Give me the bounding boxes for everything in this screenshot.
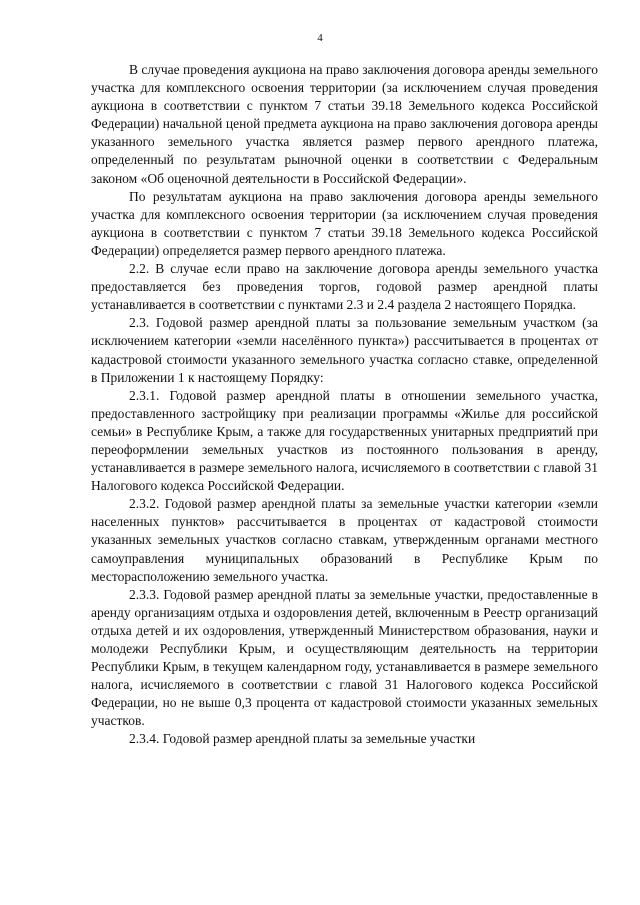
paragraph-auction-results: По результатам аукциона на право заключения договора аренды земельного участка для комплексного освоения территории (за исключением случая проведения аукциона в соответствии с пунктом 7 статьи 39.18 Земельного кодекса Российской Федерации) определяется размер первого арендного платежа. — [91, 188, 598, 258]
paragraph-2-2: 2.2. В случае если право на заключение договора аренды земельного участка предоставляется без проведения торгов, годовой размер арендной платы устанавливается в соответствии с пунктами 2.3 и 2.4 раздела 2 настоящего Порядка. — [91, 261, 598, 313]
document-body — [91, 61, 598, 749]
paragraph-2-3-1: 2.3.1. Годовой размер арендной платы в отношении земельного участка, предоставленного застройщику при реализации программы «Жилье для российской семьи» в Республике Крым, а также для государственных унитарных предприятий при переоформлении земельных участков из постоянного пользования в аренду, устанавливается в размере земельного налога, исчисляемого в соответствии с главой 31 Налогового кодекса Российской Федерации. — [91, 387, 598, 494]
paragraph-2-3-3: 2.3.3. Годовой размер арендной платы за земельные участки, предоставленные в аренду организациям отдыха и оздоровления детей, включенным в Реестр организаций отдыха детей и их оздоровления, утвержденный Министерством образования, науки и молодежи Республики Крым, и осуществляющим деятельность на территории Республики Крым, в текущем календарном году, устанавливается в размере земельного налога, исчисляемого в соответствии с главой 31 Налогового кодекса Российской Федерации, но не выше 0,3 процента от кадастровой стоимости указанных земельных участков. — [91, 586, 598, 729]
paragraph-2-3: 2.3. Годовой размер арендной платы за пользование земельным участком (за исключением категории «земли населённого пункта») рассчитывается в процентах от кадастровой стоимости указанного земельного участка согласно ставке, определенной в Приложении 1 к настоящему Порядку: — [91, 315, 598, 385]
page-number: 4 — [317, 32, 323, 44]
paragraph-2-3-2: 2.3.2. Годовой размер арендной платы за земельные участки категории «земли населенных пунктов» рассчитывается в процентах от кадастровой стоимости указанных земельных участков согласно ставкам, утвержденным органами местного самоуправления муниципальных образований в Республике Крым по месторасположению земельного участка. — [91, 496, 598, 584]
paragraph-2-3-4: 2.3.4. Годовой размер арендной платы за земельные участки — [129, 731, 476, 747]
paragraph-auction-initial-price: В случае проведения аукциона на право заключения договора аренды земельного участка для комплексного освоения территории (за исключением случая проведения аукциона в соответствии с пунктом 7 статьи 39.18 Земельного кодекса Российской Федерации) начальной ценой предмета аукциона на право заключения договора аренды указанного земельного участка является размер первого арендного платежа, определенный по результатам рыночной оценки в соответствии с Федеральным законом «Об оценочной деятельности в Российской Федерации». — [91, 62, 598, 186]
